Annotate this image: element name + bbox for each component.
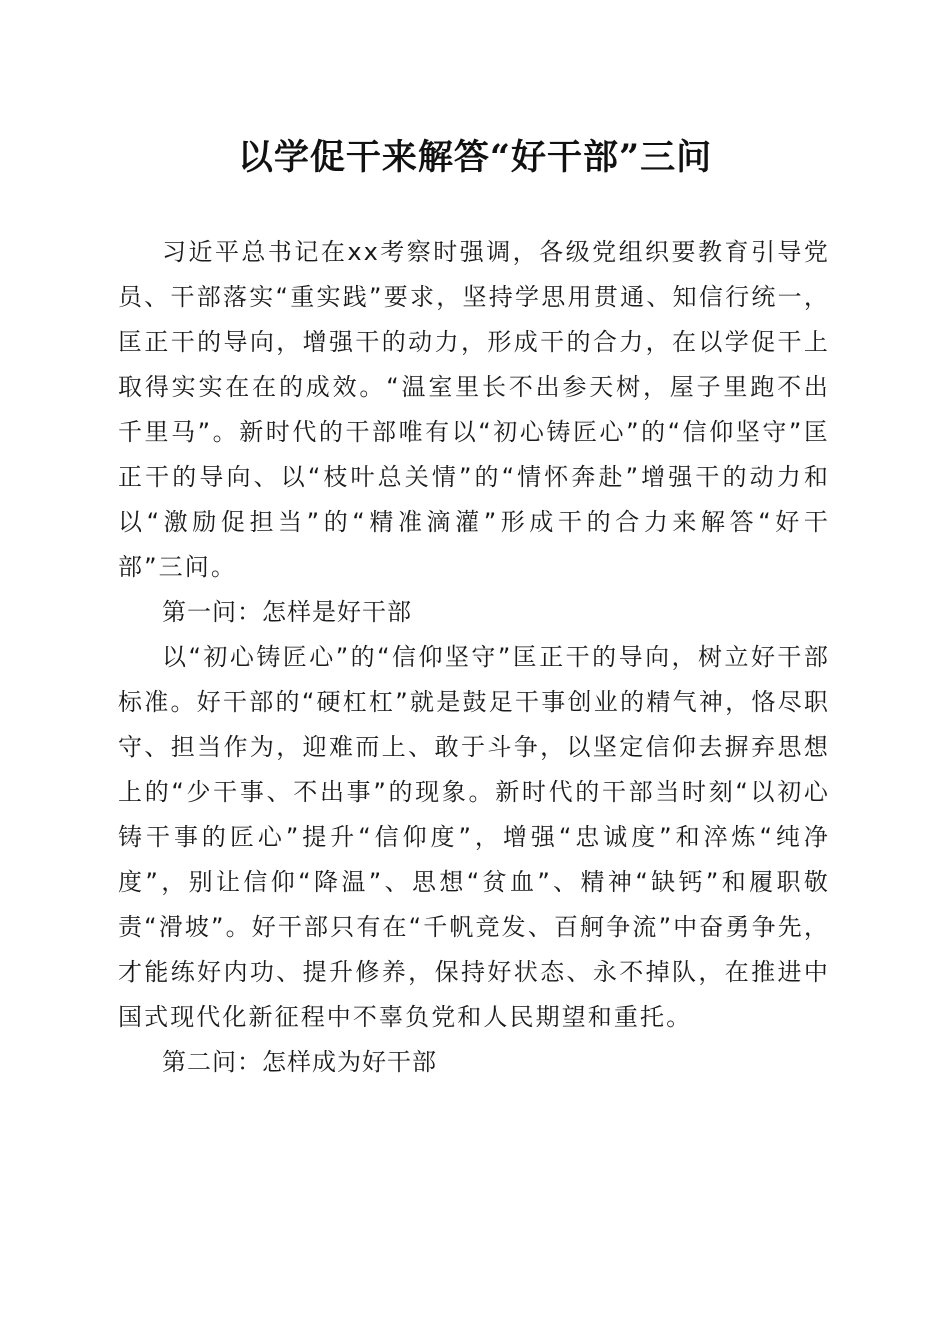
document-body — [118, 230, 830, 1085]
section-1-heading: 第一问：怎样是好干部 — [162, 598, 412, 626]
intro-paragraph: 习近平总书记在xx考察时强调，各级党组织要教育引导党员、干部落实“重实践”要求，坚持学思用贯通、知信行统一，匡正干的导向，增强干的动力，形成干的合力，在以学促干上取得实实在在的成效。“温室里长不出参天树，屋子里跑不出千里马”。新时代的干部唯有以“初心铸匠心”的“信仰坚守”匡正干的导向、以“枝叶总关情”的“情怀奔赴”增强干的动力和以“激励促担当”的“精准滴灌”形成干的合力来解答“好干部”三问。 — [118, 238, 830, 581]
document-title: 以学促干来解答“好干部”三问 — [237, 137, 713, 178]
section-2-heading: 第二问：怎样成为好干部 — [162, 1048, 437, 1076]
section-1-paragraph: 以“初心铸匠心”的“信仰坚守”匡正干的导向，树立好干部标准。好干部的“硬杠杠”就是鼓足干事创业的精气神，恪尽职守、担当作为，迎难而上、敢于斗争，以坚定信仰去摒弃思想上的“少干事、不出事”的现象。新时代的干部当时刻“以初心铸干事的匠心”提升“信仰度”，增强“忠诚度”和淬炼“纯净度”，别让信仰“降温”、思想“贫血”、精神“缺钙”和履职敬责“滑坡”。好干部只有在“千帆竞发、百舸争流”中奋勇争先，才能练好内功、提升修养，保持好状态、永不掉队，在推进中国式现代化新征程中不辜负党和人民期望和重托。 — [118, 643, 830, 1031]
